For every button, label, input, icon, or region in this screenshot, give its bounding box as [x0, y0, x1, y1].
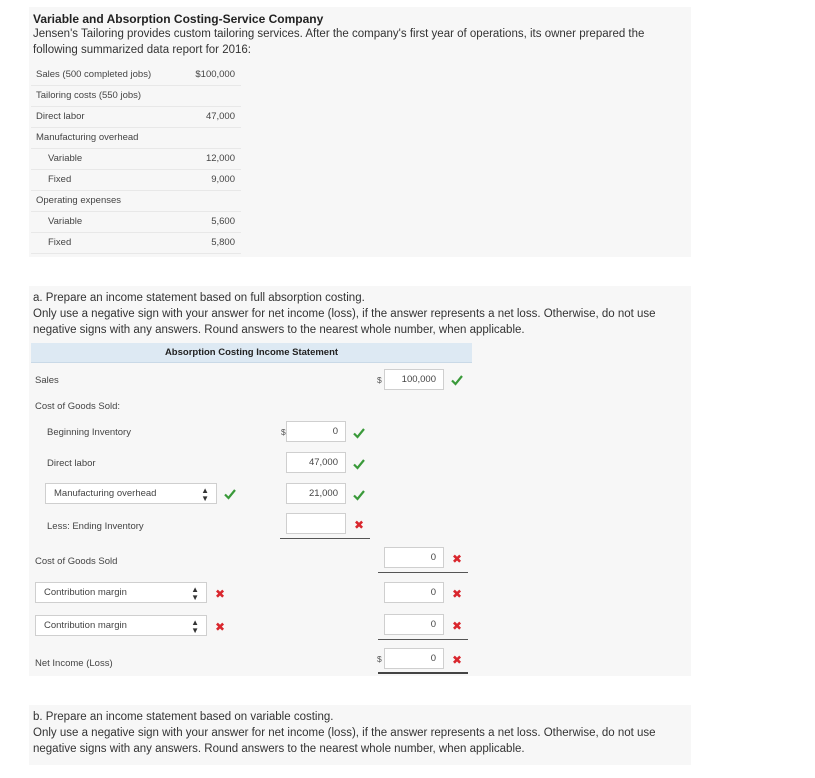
- data-row-value: 47,000: [205, 111, 235, 122]
- data-row-label: Operating expenses: [36, 195, 122, 206]
- data-row: [31, 212, 241, 233]
- data-row-label: Direct labor: [36, 111, 85, 122]
- line-item-2-input[interactable]: 0: [384, 614, 444, 635]
- line-item-select-2-label: Contribution margin: [44, 620, 127, 631]
- cross-icon: ✖: [452, 587, 463, 601]
- ending-inventory-label: Less: Ending Inventory: [47, 521, 144, 532]
- line-item-select-1[interactable]: [35, 582, 207, 603]
- cross-icon: ✖: [452, 653, 463, 667]
- updown-arrows-icon: ▲ ▼: [191, 618, 199, 635]
- sales-input[interactable]: 100,000: [384, 369, 444, 390]
- cogs-label: Cost of Goods Sold: [35, 556, 118, 567]
- data-row: [31, 233, 241, 254]
- data-row-label: Sales (500 completed jobs): [36, 69, 152, 80]
- cross-icon: ✖: [354, 518, 365, 532]
- part-a-instructions: a. Prepare an income statement based on full absorption costing. Only use a negative sign with your answer for net income (loss), if the answer represents a net loss. Otherwise, do not use negative signs with any answers. Round answers to the nearest whole number, when applicable.: [33, 292, 656, 336]
- cross-icon: ✖: [452, 552, 463, 566]
- check-icon: [224, 488, 236, 500]
- data-row-value: 5,600: [211, 216, 235, 227]
- overhead-select-label: Manufacturing overhead: [54, 488, 157, 499]
- cogs-input[interactable]: 0: [384, 547, 444, 568]
- data-row: [31, 170, 241, 191]
- data-row-value: 5,800: [211, 237, 235, 248]
- ending-inventory-input[interactable]: [286, 513, 346, 534]
- beginning-inventory-label: Beginning Inventory: [47, 427, 131, 438]
- overhead-input[interactable]: 21,000: [286, 483, 346, 504]
- problem-title: Variable and Absorption Costing-Service Company: [33, 12, 324, 26]
- data-row: [31, 65, 241, 86]
- cogs-underline: [378, 572, 468, 573]
- line-item-select-1-label: Contribution margin: [44, 587, 127, 598]
- net-income-label: Net Income (Loss): [35, 658, 113, 669]
- line-item-1-input[interactable]: 0: [384, 582, 444, 603]
- direct-labor-label: Direct labor: [47, 458, 96, 469]
- data-row-value: 9,000: [211, 174, 235, 185]
- data-row-value: $100,000: [195, 69, 235, 80]
- updown-arrows-icon: ▲ ▼: [191, 585, 199, 602]
- data-row: [31, 107, 241, 128]
- data-row: [31, 86, 241, 107]
- part-b-instructions: b. Prepare an income statement based on variable costing. Only use a negative sign with your answer for net income (loss), if the answer represents a net loss. Otherwise, do not use negative signs with any answers. Round answers to the nearest whole number, when applicable.: [33, 711, 656, 755]
- data-row-label: Variable: [48, 153, 83, 164]
- net-income-double-underline: [378, 672, 468, 674]
- intro-paragraph: Jensen's Tailoring provides custom tailoring services. After the company's first year of operations, its owner prepared the following summarized data report for 2016:: [33, 28, 645, 56]
- line-item-underline: [378, 639, 468, 640]
- beginning-inventory-dollar: $: [281, 427, 286, 437]
- line-item-select-2[interactable]: [35, 615, 207, 636]
- data-row-label: Fixed: [48, 237, 72, 248]
- beginning-inventory-input[interactable]: 0: [286, 421, 346, 442]
- sales-dollar: $: [377, 375, 382, 385]
- net-income-dollar: $: [377, 654, 382, 664]
- check-icon: [353, 489, 365, 501]
- overhead-select[interactable]: [45, 483, 217, 504]
- data-row: [31, 191, 241, 212]
- data-row-label: Fixed: [48, 174, 72, 185]
- net-income-input[interactable]: 0: [384, 648, 444, 669]
- statement-title: Absorption Costing Income Statement: [31, 343, 472, 363]
- subtotal-underline: [280, 538, 370, 539]
- check-icon: [353, 458, 365, 470]
- cross-icon: ✖: [215, 620, 226, 634]
- cross-icon: ✖: [215, 587, 226, 601]
- sales-label: Sales: [35, 375, 59, 386]
- cogs-heading: Cost of Goods Sold:: [35, 401, 121, 412]
- cross-icon: ✖: [452, 619, 463, 633]
- updown-arrows-icon: ▲ ▼: [201, 486, 209, 503]
- data-row-label: Tailoring costs (550 jobs): [36, 90, 142, 101]
- data-row-label: Manufacturing overhead: [36, 132, 139, 143]
- direct-labor-input[interactable]: 47,000: [286, 452, 346, 473]
- data-row: [31, 149, 241, 170]
- check-icon: [451, 374, 463, 386]
- data-row-label: Variable: [48, 216, 83, 227]
- data-row-value: 12,000: [205, 153, 235, 164]
- data-row: [31, 128, 241, 149]
- check-icon: [353, 427, 365, 439]
